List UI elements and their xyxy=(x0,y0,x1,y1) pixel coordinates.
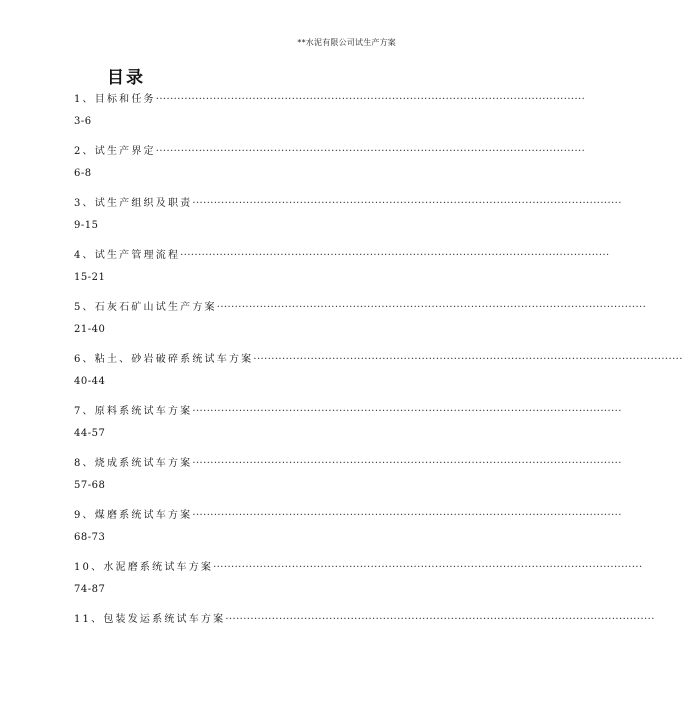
toc-entry[interactable] xyxy=(74,506,622,558)
toc-entry-pages: 74-87 xyxy=(74,584,106,595)
toc-entry[interactable] xyxy=(74,90,586,142)
toc-entry-label: 9、煤磨系统试车方案 xyxy=(74,510,193,521)
toc-entry[interactable] xyxy=(74,350,683,402)
toc-entry-pages: 40-44 xyxy=(74,376,106,387)
toc-entry-label: 6、粘土、砂岩破碎系统试车方案 xyxy=(74,354,254,365)
toc-entry-pages: 57-68 xyxy=(74,480,106,491)
toc-entry[interactable] xyxy=(74,558,643,610)
toc-entry-pages: 3-6 xyxy=(74,116,92,127)
toc-entry[interactable] xyxy=(74,194,622,246)
toc-entry[interactable] xyxy=(74,402,622,454)
toc-entry-pages: 68-73 xyxy=(74,532,106,543)
toc-entry[interactable] xyxy=(74,142,586,194)
toc-leader-dots: ························································································································ xyxy=(192,198,622,209)
toc-leader-dots: ························································································································ xyxy=(192,510,622,521)
toc-entry-pages: 21-40 xyxy=(74,324,106,335)
toc-entry-label: 5、石灰石矿山试生产方案 xyxy=(74,302,217,313)
page-header: **水泥有限公司试生产方案 xyxy=(297,38,396,47)
table-of-contents xyxy=(74,90,683,662)
toc-leader-dots: ························································································································ xyxy=(155,94,586,105)
toc-entry-pages: 44-57 xyxy=(74,428,106,439)
toc-leader-dots: ························································································································ xyxy=(155,146,586,157)
toc-entry-label: 3、试生产组织及职责 xyxy=(74,198,193,209)
toc-leader-dots: ························································································································ xyxy=(216,302,647,313)
toc-entry-label: 2、试生产界定 xyxy=(74,146,156,157)
toc-entry-label: 1、目标和任务 xyxy=(74,94,156,105)
toc-leader-dots: ························································································································ xyxy=(253,354,683,365)
toc-entry-label: 11、包装发运系统试车方案 xyxy=(74,614,226,625)
toc-entry-pages: 6-8 xyxy=(74,168,92,179)
toc-title: 目录 xyxy=(107,68,145,88)
toc-entry[interactable] xyxy=(74,610,655,662)
toc-entry[interactable] xyxy=(74,298,647,350)
toc-leader-dots: ························································································································ xyxy=(192,458,622,469)
toc-entry-label: 10、水泥磨系统试车方案 xyxy=(74,562,214,573)
toc-entry[interactable] xyxy=(74,454,622,506)
toc-entry-label: 7、原料系统试车方案 xyxy=(74,406,193,417)
toc-entry[interactable] xyxy=(74,246,610,298)
toc-entry-label: 4、试生产管理流程 xyxy=(74,250,181,261)
toc-entry-pages: 15-21 xyxy=(74,272,106,283)
toc-leader-dots: ························································································································ xyxy=(213,562,643,573)
toc-entry-label: 8、烧成系统试车方案 xyxy=(74,458,193,469)
toc-leader-dots: ························································································································ xyxy=(192,406,622,417)
toc-leader-dots: ························································································································ xyxy=(225,614,655,625)
toc-leader-dots: ························································································································ xyxy=(180,250,610,261)
toc-entry-pages: 9-15 xyxy=(74,220,99,231)
